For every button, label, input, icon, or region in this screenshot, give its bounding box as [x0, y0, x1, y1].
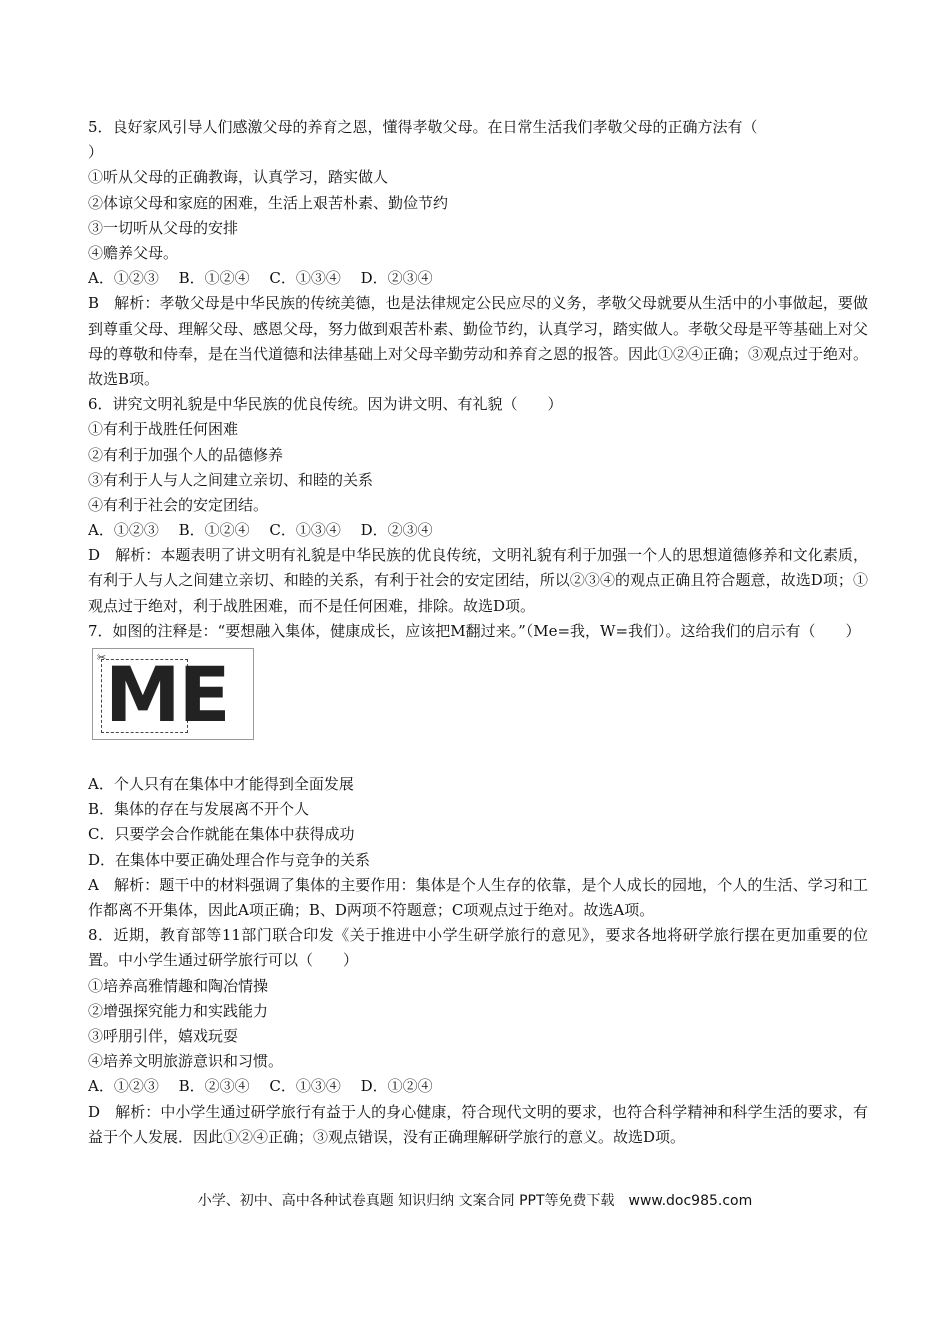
- document-body: [88, 115, 868, 1150]
- q5-option-4: ④赡养父母。: [88, 243, 179, 262]
- q8-option-4: ④培养文明旅游意识和习惯。: [88, 1052, 284, 1071]
- q5-choices: A．①②③ B．①②④ C．①③④ D．②③④: [88, 269, 433, 288]
- q5-option-2: ②体谅父母和家庭的困难，生活上艰苦朴素、勤俭节约: [88, 193, 449, 212]
- q8-choices: A．①②③ B．②③④ C．①③④ D．①②④: [88, 1077, 433, 1096]
- scissors-icon: ✂: [97, 651, 107, 665]
- q8-option-3: ③呼朋引伴，嬉戏玩耍: [88, 1027, 239, 1045]
- me-figure: [92, 648, 254, 740]
- q5-option-1: ①听从父母的正确教诲，认真学习，踏实做人: [88, 168, 389, 187]
- q5-option-3: ③一切听从父母的安排: [88, 218, 239, 237]
- q7-option-c: C．只要学会合作就能在集体中获得成功: [88, 825, 355, 844]
- q6-option-1: ①有利于战胜任何困难: [88, 420, 239, 439]
- page-footer: 小学、初中、高中各种试卷真题 知识归纳 文案合同 PPT等免费下载 www.doc985.com: [197, 1193, 753, 1209]
- q5-stem-line2: ）: [88, 143, 104, 162]
- me-figure-text: ME: [105, 650, 229, 740]
- q7-option-b: B．集体的存在与发展离不开个人: [88, 800, 310, 819]
- q6-choices: A．①②③ B．①②④ C．①③④ D．②③④: [88, 521, 433, 540]
- q6-analysis: D 解析：本题表明了讲文明有礼貌是中华民族的优良传统，文明礼貌有利于加强一个人的思想道德修养和文化素质，有利于人与人之间建立亲切、和睦的关系，有利于社会的安定团结，所以②③④的观点正确且符合题意，故选D项；①观点过于绝对，利于战胜困难，而不是任何困难，排除。故选D项。: [88, 546, 868, 615]
- q7-option-a: A．个人只有在集体中才能得到全面发展: [88, 775, 354, 794]
- q6-option-2: ②有利于加强个人的品德修养: [88, 445, 284, 464]
- q5-stem-line1: 5．良好家风引导人们感激父母的养育之恩，懂得孝敬父母。在日常生活我们孝敬父母的正确方法有（: [88, 118, 758, 136]
- q8-stem: 8．近期，教育部等11部门联合印发《关于推进中小学生研学旅行的意见》，要求各地将研学旅行摆在更加重要的位置。中小学生通过研学旅行可以（ ）: [88, 926, 868, 970]
- q5-analysis: B 解析：孝敬父母是中华民族的传统美德，也是法律规定公民应尽的义务，孝敬父母就要从生活中的小事做起，要做到尊重父母、理解父母、感恩父母，努力做到艰苦朴素、勤俭节约，认真学习，踏实做人。孝敬父母是平等基础上对父母的尊敬和侍奉，是在当代道德和法律基础上对父母辛勤劳动和养育之恩的报答。因此①②④正确；③观点过于绝对。故选B项。: [88, 294, 869, 388]
- q8-option-2: ②增强探究能力和实践能力: [88, 1001, 269, 1020]
- q6-option-4: ④有利于社会的安定团结。: [88, 495, 269, 514]
- q8-analysis: D 解析：中小学生通过研学旅行有益于人的身心健康，符合现代文明的要求，也符合科学精神和科学生活的要求，有益于个人发展．因此①②④正确；③观点错误，没有正确理解研学旅行的意义。故选D项。: [88, 1102, 868, 1146]
- q7-option-d: D．在集体中要正确处理合作与竞争的关系: [88, 850, 371, 869]
- q7-analysis: A 解析：题干中的材料强调了集体的主要作用：集体是个人生存的依靠，是个人成长的园地，个人的生活、学习和工作都离不开集体，因此A项正确；B、D两项不符题意；C项观点过于绝对。故选A项。: [88, 875, 868, 920]
- q6-option-3: ③有利于人与人之间建立亲切、和睦的关系: [88, 470, 374, 489]
- q8-option-1: ①培养高雅情趣和陶冶情操: [88, 976, 269, 995]
- q6-stem: 6．讲究文明礼貌是中华民族的优良传统。因为讲文明、有礼貌（ ）: [88, 395, 563, 414]
- q7-stem: 7．如图的注释是：“要想融入集体，健康成长，应该把M翻过来。”（Me=我，W=我们）。这给我们的启示有（ ）: [88, 621, 861, 640]
